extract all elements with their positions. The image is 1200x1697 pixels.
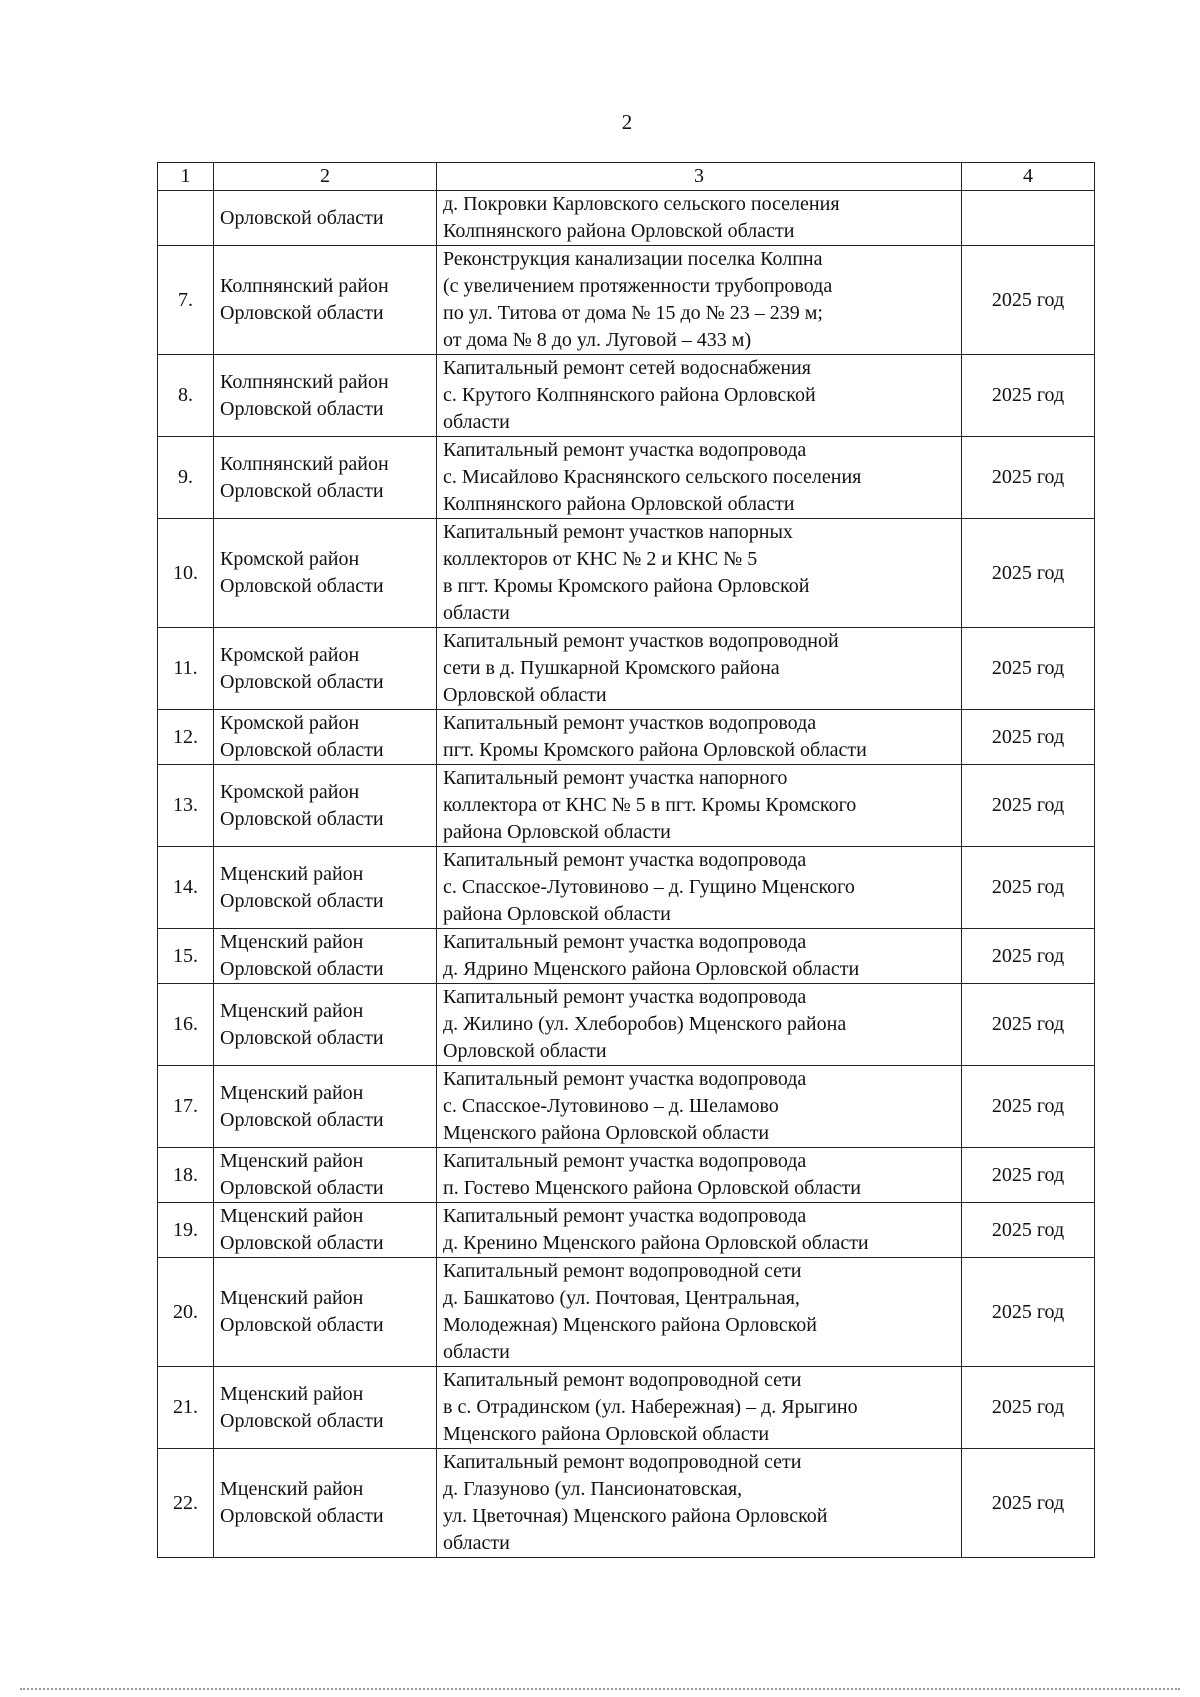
- district-line: Орловской области: [220, 958, 384, 980]
- continuation-year-cell: [962, 191, 1095, 246]
- district-cell: [214, 929, 437, 984]
- district-line: Орловской области: [220, 575, 384, 597]
- work-line: с. Спасское-Лутовиново – д. Шеламово: [443, 1095, 779, 1117]
- continuation-row: [158, 191, 1095, 246]
- work-description-cell: [437, 984, 962, 1066]
- work-line: пгт. Кромы Кромского района Орловской области: [443, 739, 867, 761]
- year-cell: 2025 год: [962, 847, 1095, 929]
- work-line: Орловской области: [443, 1040, 607, 1062]
- district-cell: [214, 1066, 437, 1148]
- year-cell: 2025 год: [962, 437, 1095, 519]
- row-number: 19.: [158, 1203, 214, 1258]
- work-line: области: [443, 411, 510, 433]
- work-line: ул. Цветочная) Мценского района Орловской: [443, 1505, 828, 1527]
- work-description-cell: [437, 355, 962, 437]
- work-description-cell: [437, 1449, 962, 1558]
- district-cell: [214, 847, 437, 929]
- table-header: [158, 163, 1095, 191]
- continuation-num-cell: [158, 191, 214, 246]
- work-line: п. Гостево Мценского района Орловской области: [443, 1177, 861, 1199]
- work-line: д. Жилино (ул. Хлеборобов) Мценского района: [443, 1013, 847, 1035]
- row-number: 20.: [158, 1258, 214, 1367]
- year-cell: 2025 год: [962, 1066, 1095, 1148]
- work-line: Капитальный ремонт участка водопровода: [443, 439, 807, 461]
- work-description-cell: [437, 246, 962, 355]
- work-description-cell: [437, 1258, 962, 1367]
- work-line: Капитальный ремонт участка водопровода: [443, 931, 807, 953]
- year-cell: 2025 год: [962, 929, 1095, 984]
- work-line: д. Покровки Карловского сельского поселения: [443, 193, 840, 215]
- work-description-cell: [437, 765, 962, 847]
- work-line: Капитальный ремонт участков водопровода: [443, 712, 817, 734]
- table-row: [158, 847, 1095, 929]
- work-line: с. Спасское-Лутовиново – д. Гущино Мценского: [443, 876, 855, 898]
- continuation-work-cell: [437, 191, 962, 246]
- district-line: Колпнянский район: [220, 452, 389, 475]
- district-line: Мценский район: [220, 999, 364, 1022]
- table-row: [158, 1066, 1095, 1148]
- row-number: 11.: [158, 628, 214, 710]
- year-cell: 2025 год: [962, 519, 1095, 628]
- district-line: Кромской район: [220, 712, 360, 734]
- row-number: 13.: [158, 765, 214, 847]
- district-line: Кромской район: [220, 548, 360, 570]
- district-line: Орловской области: [220, 1409, 384, 1432]
- district-line: Орловской области: [220, 1505, 384, 1527]
- work-line: Капитальный ремонт участка водопровода: [443, 1150, 807, 1172]
- header-col-4: 4: [962, 163, 1095, 191]
- work-line: в пгт. Кромы Кромского района Орловской: [443, 575, 810, 597]
- work-line: района Орловской области: [443, 903, 671, 925]
- work-line: коллектора от КНС № 5 в пгт. Кромы Кромского: [443, 794, 857, 816]
- row-number: 18.: [158, 1148, 214, 1203]
- continuation-district-cell: Орловской области: [214, 191, 437, 246]
- works-table: [157, 162, 1095, 1558]
- district-cell: [214, 1258, 437, 1367]
- district-cell: [214, 355, 437, 437]
- district-line: Мценский район: [220, 1081, 364, 1104]
- district-line: Кромской район: [220, 643, 360, 666]
- district-line: Мценский район: [220, 1150, 364, 1172]
- work-line: д. Башкатово (ул. Почтовая, Центральная,: [443, 1287, 800, 1309]
- year-cell: 2025 год: [962, 1258, 1095, 1367]
- district-cell: [214, 1367, 437, 1449]
- work-line: Капитальный ремонт участка водопровода: [443, 1068, 807, 1090]
- district-line: Орловской области: [220, 889, 384, 912]
- work-line: д. Ядрино Мценского района Орловской области: [443, 958, 860, 980]
- row-number: 8.: [158, 355, 214, 437]
- table-row: [158, 1203, 1095, 1258]
- year-cell: 2025 год: [962, 355, 1095, 437]
- district-line: Мценский район: [220, 1478, 364, 1500]
- work-line: области: [443, 602, 510, 624]
- district-line: Кромской район: [220, 780, 360, 803]
- work-line: Орловской области: [443, 684, 607, 706]
- work-line: Капитальный ремонт участка напорного: [443, 767, 788, 789]
- work-line: с. Крутого Колпнянского района Орловской: [443, 384, 816, 406]
- year-cell: 2025 год: [962, 246, 1095, 355]
- row-number: 21.: [158, 1367, 214, 1449]
- district-cell: [214, 437, 437, 519]
- work-line: Молодежная) Мценского района Орловской: [443, 1314, 818, 1336]
- scan-edge-dots: [20, 1688, 1180, 1692]
- work-line: Мценского района Орловской области: [443, 1122, 770, 1144]
- work-line: Капитальный ремонт сетей водоснабжения: [443, 357, 811, 379]
- year-cell: 2025 год: [962, 710, 1095, 765]
- table-row: [158, 1367, 1095, 1449]
- row-number: 10.: [158, 519, 214, 628]
- district-cell: [214, 984, 437, 1066]
- table-row: [158, 355, 1095, 437]
- district-cell: [214, 1203, 437, 1258]
- district-line: Орловской области: [220, 1177, 384, 1199]
- year-cell: 2025 год: [962, 984, 1095, 1066]
- district-line: Орловской области: [220, 1314, 384, 1336]
- work-description-cell: [437, 710, 962, 765]
- work-line: Капитальный ремонт участка водопровода: [443, 986, 807, 1008]
- work-line: д. Глазуново (ул. Пансионатовская,: [443, 1478, 743, 1500]
- work-description-cell: [437, 1148, 962, 1203]
- work-description-cell: [437, 519, 962, 628]
- header-col-1: 1: [158, 163, 214, 191]
- work-description-cell: [437, 847, 962, 929]
- district-line: Орловской области: [220, 739, 384, 761]
- district-line: Мценский район: [220, 1287, 364, 1309]
- district-line: Мценский район: [220, 931, 364, 953]
- work-line: Капитальный ремонт водопроводной сети: [443, 1451, 802, 1473]
- year-cell: 2025 год: [962, 1148, 1095, 1203]
- district-line: Орловской области: [220, 807, 384, 830]
- table-row: [158, 765, 1095, 847]
- row-number: 9.: [158, 437, 214, 519]
- work-description-cell: [437, 929, 962, 984]
- table-row: [158, 984, 1095, 1066]
- row-number: 17.: [158, 1066, 214, 1148]
- work-description-cell: [437, 1066, 962, 1148]
- row-number: 7.: [158, 246, 214, 355]
- district-line: Колпнянский район: [220, 370, 389, 393]
- work-line: Капитальный ремонт участков напорных: [443, 521, 793, 543]
- district-cell: [214, 246, 437, 355]
- work-line: Капитальный ремонт участков водопроводной: [443, 630, 839, 652]
- table-body: [158, 191, 1095, 1558]
- table-row: [158, 246, 1095, 355]
- header-row: [158, 163, 1095, 191]
- district-line: Орловской области: [220, 302, 384, 324]
- year-cell: 2025 год: [962, 765, 1095, 847]
- work-description-cell: [437, 1367, 962, 1449]
- row-number: 14.: [158, 847, 214, 929]
- district-line: Орловской области: [220, 1026, 384, 1049]
- district-line: Орловской области: [220, 1108, 384, 1131]
- header-col-3: 3: [437, 163, 962, 191]
- work-line: Колпнянского района Орловской области: [443, 220, 795, 242]
- row-number: 22.: [158, 1449, 214, 1558]
- work-line: Колпнянского района Орловской области: [443, 493, 795, 515]
- district-line: Орловской области: [220, 479, 384, 502]
- header-col-2: 2: [214, 163, 437, 191]
- work-line: Мценского района Орловской области: [443, 1423, 770, 1445]
- work-line: Реконструкция канализации поселка Колпна: [443, 248, 823, 270]
- row-number: 12.: [158, 710, 214, 765]
- work-line: Капитальный ремонт водопроводной сети: [443, 1260, 802, 1282]
- table-row: [158, 437, 1095, 519]
- district-cell: [214, 628, 437, 710]
- work-description-cell: [437, 437, 962, 519]
- year-cell: 2025 год: [962, 1367, 1095, 1449]
- row-number: 16.: [158, 984, 214, 1066]
- district-cell: [214, 710, 437, 765]
- work-line: от дома № 8 до ул. Луговой – 433 м): [443, 329, 752, 351]
- work-description-cell: [437, 628, 962, 710]
- year-cell: 2025 год: [962, 1449, 1095, 1558]
- table-row: [158, 1148, 1095, 1203]
- year-cell: 2025 год: [962, 1203, 1095, 1258]
- table-row: [158, 519, 1095, 628]
- district-line: Мценский район: [220, 1205, 364, 1227]
- district-line: Орловской области: [220, 1232, 384, 1254]
- page-number: 2: [621, 110, 633, 134]
- work-line: по ул. Титова от дома № 15 до № 23 – 239 м;: [443, 302, 823, 324]
- work-line: в с. Отрадинском (ул. Набережная) – д. Ярыгино: [443, 1396, 858, 1418]
- district-cell: [214, 1449, 437, 1558]
- table-row: [158, 929, 1095, 984]
- district-cell: [214, 765, 437, 847]
- district-line: Мценский район: [220, 1382, 364, 1405]
- work-line: района Орловской области: [443, 821, 671, 843]
- table-row: [158, 628, 1095, 710]
- work-line: области: [443, 1532, 510, 1554]
- work-line: д. Кренино Мценского района Орловской области: [443, 1232, 869, 1254]
- row-number: 15.: [158, 929, 214, 984]
- work-description-cell: [437, 1203, 962, 1258]
- year-cell: 2025 год: [962, 628, 1095, 710]
- work-line: Капитальный ремонт участка водопровода: [443, 849, 807, 871]
- work-line: Капитальный ремонт водопроводной сети: [443, 1369, 802, 1391]
- district-cell: [214, 519, 437, 628]
- district-line: Мценский район: [220, 862, 364, 885]
- district-line: Колпнянский район: [220, 275, 389, 297]
- work-line: сети в д. Пушкарной Кромского района: [443, 657, 780, 679]
- work-line: с. Мисайлово Краснянского сельского поселения: [443, 466, 862, 488]
- work-line: коллекторов от КНС № 2 и КНС № 5: [443, 548, 758, 570]
- table-row: [158, 1258, 1095, 1367]
- district-cell: [214, 1148, 437, 1203]
- table-row: [158, 1449, 1095, 1558]
- table-row: [158, 710, 1095, 765]
- district-line: Орловской области: [220, 397, 384, 420]
- work-line: области: [443, 1341, 510, 1363]
- work-line: (с увеличением протяженности трубопровода: [443, 275, 833, 297]
- district-line: Орловской области: [220, 670, 384, 693]
- work-line: Капитальный ремонт участка водопровода: [443, 1205, 807, 1227]
